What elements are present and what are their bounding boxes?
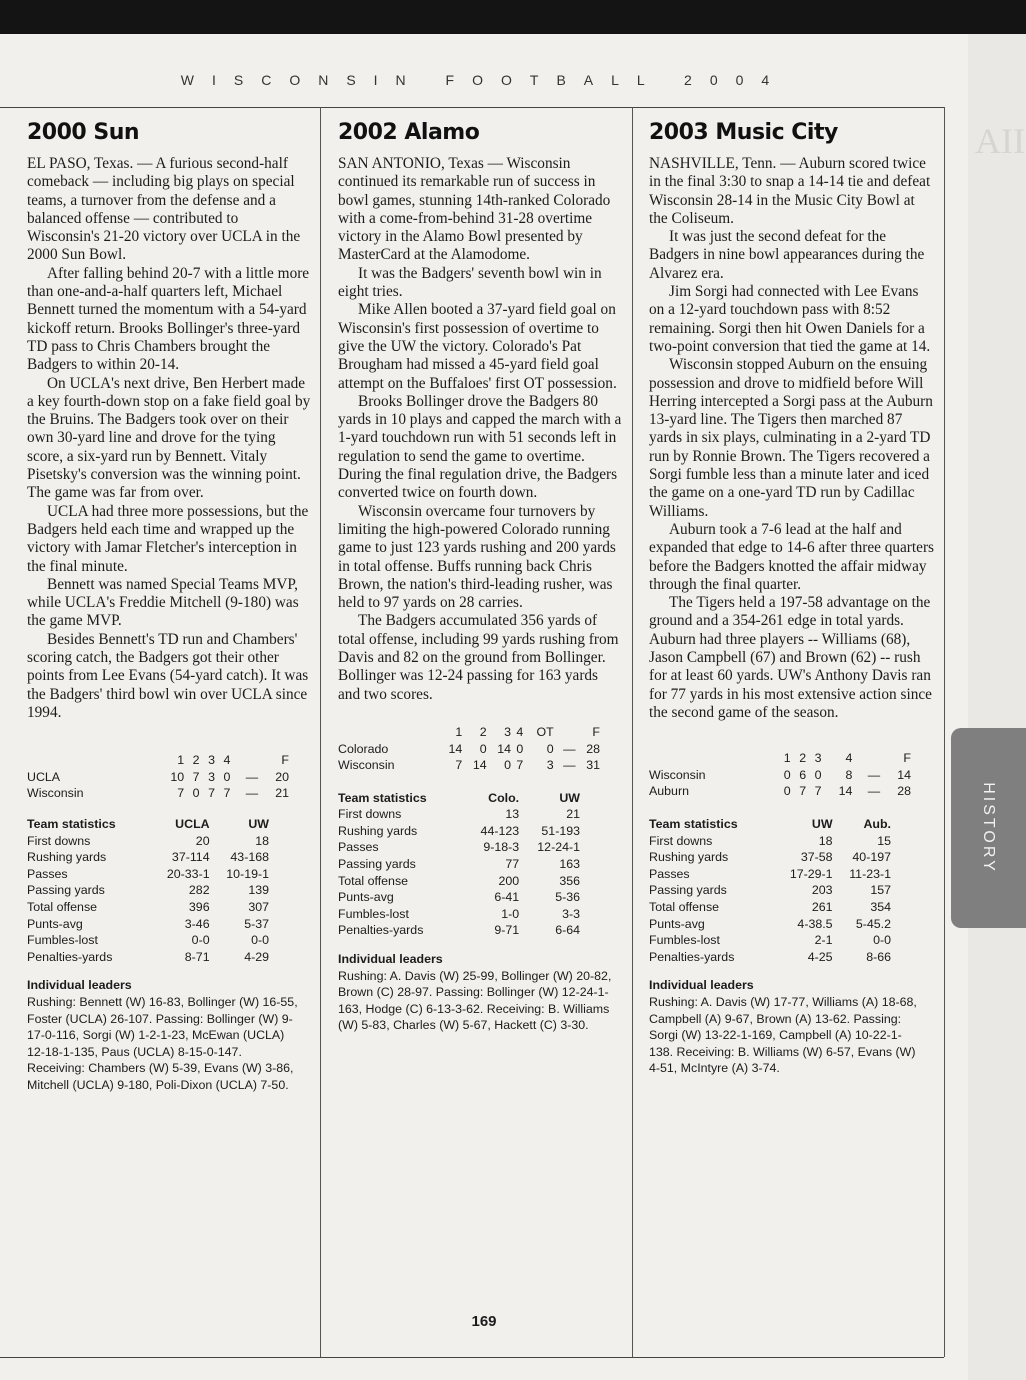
score-cell: —: [867, 784, 881, 799]
paragraph: Besides Bennett's TD run and Chambers' scoring catch, the Badgers got their other points from Lee Evans (54-yard catch). It was the Badgers' third bowl win over UCLA since 1994.: [27, 630, 309, 721]
score-row: [338, 741, 600, 758]
stats-header-cell: UCLA: [175, 816, 210, 831]
stats-row: [649, 932, 891, 949]
stats-header-row: [338, 790, 580, 807]
stats-cell: 3-46: [184, 916, 210, 931]
stats-header-cell: UW: [811, 816, 833, 831]
score-cell: Wisconsin: [338, 758, 395, 773]
column-divider-1: [320, 107, 321, 1357]
article-body: [338, 155, 623, 704]
paragraph: It was just the second defeat for the Badgers in nine bowl appearances during the Alvarez era.: [649, 228, 925, 282]
stats-row: [338, 806, 580, 823]
score-cell: 0: [192, 786, 200, 801]
score-row: [649, 767, 911, 784]
score-cell: 3: [208, 769, 215, 784]
score-header-cell: 1: [455, 724, 463, 739]
score-cell: —: [245, 786, 259, 801]
stats-header-cell: Team statistics: [27, 816, 116, 831]
stats-cell: First downs: [338, 807, 402, 822]
leaders-text: Rushing: Bennett (W) 16-83, Bollinger (W) 16-55, Foster (UCLA) 26-107. Passing: Bollinger (W) 9-17-0-116, Sorgi (W) 1-2-1-23, McEwan (UCLA) 12-18-1-135, Paus (UCLA) 8-15-0-147. Receiving: Chambers (W) 5-39, Evans (W) 3-86, Mitchell (UCLA) 9-180, Poli-Dixon (UCLA) 7-50.: [27, 994, 298, 1092]
score-cell: 7: [177, 786, 185, 801]
score-cell: 8: [845, 767, 853, 782]
score-header-cell: 2: [799, 751, 807, 766]
stats-row: [27, 916, 269, 933]
score-cell: 10: [170, 769, 185, 784]
score-cell: 7: [799, 784, 807, 799]
stats-cell: 20-33-1: [166, 866, 210, 881]
paragraph: Wisconsin overcame four turnovers by limiting the high-powered Colorado running game to just 123 yards rushing and 200 yards in total offense. Buffs running back Chris Brown, the nation's third-leading rusher, was held to 97 yards on 28 carries.: [338, 502, 616, 612]
stats-cell: 44-123: [480, 823, 520, 838]
score-header-cell: 3: [208, 753, 215, 768]
stats-cell: Fumbles-lost: [338, 906, 409, 921]
stats-cell: Fumbles-lost: [27, 933, 98, 948]
header-rule: [0, 107, 944, 108]
stats-cell: 4-29: [244, 949, 269, 964]
score-cell: 14: [838, 784, 853, 799]
article-title: 2000 Sun: [27, 120, 140, 145]
stats-row: [27, 882, 269, 899]
stats-cell: Passing yards: [649, 883, 727, 898]
stats-cell: 13: [505, 807, 520, 822]
leaders-title: Individual leaders: [338, 952, 443, 967]
stats-cell: Passes: [338, 840, 379, 855]
stats-cell: 15: [877, 833, 891, 848]
score-header-cell: 2: [192, 753, 200, 768]
stats-header-row: [27, 816, 269, 833]
score-cell: —: [563, 758, 576, 773]
stats-cell: Passes: [649, 866, 690, 881]
score-cell: 0: [516, 741, 524, 756]
stats-row: [27, 849, 269, 866]
stats-cell: 37-114: [171, 850, 210, 865]
paragraph: UCLA had three more possessions, but the Badgers held each time and wrapped up the victory with Jamar Fletcher's interception in the final minute.: [27, 502, 309, 575]
stats-cell: 203: [811, 883, 833, 898]
score-header-cell: F: [281, 753, 289, 768]
stats-row: [338, 839, 580, 856]
stats-cell: 5-36: [555, 890, 580, 905]
score-header-cell: 2: [479, 724, 487, 739]
stats-row: [338, 922, 580, 939]
stats-cell: 18: [255, 833, 269, 848]
score-cell: 28: [897, 784, 911, 799]
stats-header-cell: Team statistics: [649, 816, 738, 831]
score-header-cell: 3: [504, 724, 512, 739]
score-cell: 14: [497, 741, 512, 756]
stats-cell: 282: [188, 883, 210, 898]
stats-cell: 18: [818, 833, 833, 848]
stats-cell: 17-29-1: [789, 866, 833, 881]
stats-cell: 356: [559, 873, 580, 888]
stats-cell: 5-37: [244, 916, 269, 931]
stats-cell: Total offense: [338, 873, 409, 888]
team-statistics: [338, 790, 580, 939]
stats-cell: First downs: [27, 833, 91, 848]
paragraph: NASHVILLE, Tenn. — Auburn scored twice in the final 3:30 to snap a 14-14 tie and defeat Wisconsin 28-14 in the Music City Bowl at the Coliseum.: [649, 155, 931, 227]
score-header-cell: [27, 752, 153, 769]
stats-cell: 77: [505, 857, 520, 872]
score-cell: 7: [223, 786, 231, 801]
leaders-title: Individual leaders: [649, 978, 754, 993]
box-score: [649, 750, 911, 800]
stats-cell: 6-64: [555, 923, 580, 938]
stats-cell: 9-71: [494, 923, 520, 938]
page-number: 169: [471, 1313, 497, 1330]
score-cell: UCLA: [27, 769, 61, 784]
leaders-title: Individual leaders: [27, 978, 132, 993]
section-tab-label: HISTORY: [980, 782, 997, 874]
score-cell: 0: [223, 769, 231, 784]
score-cell: 21: [275, 786, 289, 801]
stats-row: [27, 949, 269, 966]
score-header-row: [338, 724, 600, 741]
stats-row: [649, 849, 891, 866]
stats-row: [27, 899, 269, 916]
score-row: [649, 783, 911, 800]
article-2003-music-city: [649, 120, 934, 1077]
stats-cell: 8-71: [184, 949, 210, 964]
score-header-cell: 4: [516, 724, 524, 739]
stats-cell: 261: [811, 899, 833, 914]
stats-header-cell: UW: [248, 816, 269, 831]
stats-cell: 5-45.2: [855, 916, 891, 931]
stats-cell: 11-23-1: [849, 866, 891, 881]
score-cell: 7: [208, 786, 215, 801]
stats-cell: 12-24-1: [537, 840, 580, 855]
paragraph: Bennett was named Special Teams MVP, while UCLA's Freddie Mitchell (9-180) was the game MVP.: [27, 575, 299, 630]
score-cell: Wisconsin: [649, 767, 706, 782]
stats-cell: 8-66: [866, 949, 891, 964]
score-cell: 6: [799, 767, 807, 782]
right-border: [944, 107, 945, 1357]
stats-cell: Fumbles-lost: [649, 933, 720, 948]
stats-cell: 6-41: [494, 890, 520, 905]
stats-cell: 43-168: [230, 850, 269, 865]
stats-row: [649, 833, 891, 850]
score-header-cell: [338, 724, 438, 741]
stats-cell: 157: [870, 883, 891, 898]
score-row: [27, 785, 289, 802]
running-head: WISCONSIN FOOTBALL 2004: [180, 72, 788, 88]
stats-cell: Penalties-yards: [27, 949, 113, 964]
paragraph: Auburn took a 7-6 lead at the half and expanded that edge to 14-6 after three quarters before the Badgers knotted the affair midway through the final quarter.: [649, 520, 934, 593]
score-cell: 31: [586, 758, 600, 773]
score-header-cell: [852, 750, 880, 767]
score-header-cell: F: [592, 724, 600, 739]
score-header-cell: 1: [783, 751, 791, 766]
stats-cell: Passes: [27, 866, 68, 881]
score-header-row: [649, 750, 911, 767]
score-row: [338, 757, 600, 774]
stats-cell: Punts-avg: [338, 890, 394, 905]
score-cell: Wisconsin: [27, 786, 84, 801]
leaders-text: Rushing: A. Davis (W) 17-77, Williams (A) 18-68, Campbell (A) 9-67, Brown (A) 13-62. Passing: Sorgi (W) 13-22-1-169, Campbell (A) 10-22-1-138. Receiving: B. Williams (W) 6-57, Evans (W) 4-51, McIntyre (A) 3-74.: [649, 994, 917, 1076]
score-cell: 7: [192, 769, 200, 784]
stats-cell: 4-25: [807, 949, 833, 964]
stats-cell: 4-38.5: [797, 916, 833, 931]
stats-header-cell: Aub.: [863, 816, 891, 831]
column-divider-2: [632, 107, 633, 1357]
score-header-cell: [649, 750, 775, 767]
score-header-cell: OT: [536, 724, 554, 739]
stats-cell: 3-3: [562, 906, 580, 921]
score-cell: 14: [897, 767, 911, 782]
stats-row: [649, 899, 891, 916]
stats-row: [649, 866, 891, 883]
stats-cell: Rushing yards: [649, 850, 729, 865]
score-header-cell: 1: [177, 753, 185, 768]
stats-cell: 0-0: [251, 933, 269, 948]
score-header-row: [27, 752, 289, 769]
article-body: [649, 155, 934, 722]
score-cell: 0: [783, 767, 791, 782]
stats-cell: Total offense: [27, 899, 98, 914]
score-cell: —: [563, 741, 576, 756]
score-cell: Auburn: [649, 784, 689, 799]
stats-cell: 1-0: [501, 906, 520, 921]
paragraph: The Badgers accumulated 356 yards of total offense, including 99 yards rushing from Davis and 82 on the ground from Bollinger. Bollinger was 12-24 passing for 163 yards and two scores.: [338, 612, 619, 703]
stats-header-cell: Colo.: [488, 790, 520, 805]
paragraph: It was the Badgers' seventh bowl win in eight tries.: [338, 264, 602, 301]
score-cell: 0: [479, 741, 487, 756]
stats-header-row: [649, 816, 891, 833]
score-cell: 14: [448, 741, 463, 756]
score-cell: 0: [546, 741, 554, 756]
stats-cell: 163: [559, 857, 580, 872]
stats-cell: 9-18-3: [483, 840, 520, 855]
article-2000-sun: [27, 120, 312, 1093]
stats-header-cell: Team statistics: [338, 790, 427, 805]
article-title: 2003 Music City: [649, 120, 838, 145]
stats-cell: 139: [248, 883, 269, 898]
team-statistics: [27, 816, 269, 965]
stats-cell: 307: [248, 899, 269, 914]
stats-cell: Passing yards: [27, 883, 105, 898]
stats-cell: 40-197: [852, 850, 891, 865]
score-cell: 0: [814, 767, 822, 782]
paragraph: After falling behind 20-7 with a little more than one-and-a-half quarters left, Michael Bennett turned the momentum with a 54-yard kickoff return. Brooks Bollinger's three-yard TD pass to Chris Chambers brought the Badgers to within 20-14.: [27, 264, 310, 374]
stats-cell: Passing yards: [338, 857, 416, 872]
leaders-text: Rushing: A. Davis (W) 25-99, Bollinger (W) 20-82, Brown (C) 28-97. Passing: Bollinger (W) 12-24-1-163, Hodge (C) 6-13-3-62. Receiving: B. Williams (W) 5-83, Charles (W) 5-67, Hackett (C) 3-30.: [338, 968, 612, 1033]
stats-cell: 396: [188, 899, 210, 914]
score-cell: 0: [504, 758, 512, 773]
stats-cell: Penalties-yards: [338, 923, 424, 938]
score-cell: 3: [546, 758, 554, 773]
paragraph: Jim Sorgi had connected with Lee Evans on a 12-yard touchdown pass with 8:52 remaining. Sorgi then hit Owen Daniels for a two-point conversion that tied the game at 14.: [649, 283, 931, 355]
adjacent-page-edge: [968, 34, 1026, 1380]
paragraph: EL PASO, Texas. — A furious second-half comeback — including big plays on special teams, a turnover from the defense and a balanced offense — contributed to Wisconsin's 21-20 victory over UCLA in the 2000 Sun Bowl.: [27, 155, 301, 264]
box-score: [27, 752, 289, 802]
score-cell: 28: [586, 741, 600, 756]
stats-row: [27, 866, 269, 883]
score-cell: 7: [814, 784, 822, 799]
stats-cell: 0-0: [873, 933, 891, 948]
paragraph: The Tigers held a 197-58 advantage on the ground and a 354-261 edge in total yards. Auburn had three players -- Williams (68), Jason Campbell (67) and Brown (62) -- rush for at least 60 yards. UW's Anthony Davis ran for 77 yards in his most extensive action since the second game of the season.: [649, 594, 932, 721]
stats-cell: 21: [566, 807, 580, 822]
stats-cell: 354: [870, 899, 891, 914]
article-body: [27, 155, 312, 722]
score-cell: 20: [275, 769, 289, 784]
stats-cell: 0-0: [191, 933, 210, 948]
footer-rule: [0, 1357, 944, 1358]
stats-cell: 37-58: [800, 850, 833, 865]
stats-cell: Rushing yards: [338, 823, 418, 838]
stats-row: [649, 882, 891, 899]
stats-cell: Rushing yards: [27, 850, 107, 865]
stats-cell: Punts-avg: [649, 916, 705, 931]
stats-row: [338, 873, 580, 890]
paragraph: Brooks Bollinger drove the Badgers 80 yards in 10 plays and capped the march with a 1-yard touchdown run with 51 seconds left in regulation to send the game to overtime. During the final regulation drive, the Badgers converted twice on fourth down.: [338, 392, 622, 502]
score-header-cell: 3: [814, 751, 822, 766]
stats-cell: 20: [195, 833, 210, 848]
stats-row: [649, 949, 891, 966]
article-2002-alamo: [338, 120, 623, 1034]
stats-cell: 51-193: [541, 823, 580, 838]
stats-cell: Total offense: [649, 899, 720, 914]
score-header-cell: F: [903, 751, 911, 766]
stats-row: [338, 823, 580, 840]
paragraph: Wisconsin stopped Auburn on the ensuing possession and drove to midfield before Will Herring intercepted a Sorgi pass at the Auburn 13-yard line. The Tigers then marched 87 yards in six plays, culminating in a 2-yard TD run by Ronnie Brown. The Tigers recovered a Sorgi fumble less than a minute later and iced the game on a one-yard TD run by Cadillac Williams.: [649, 356, 933, 520]
stats-row: [338, 856, 580, 873]
stats-row: [27, 932, 269, 949]
score-header-cell: [230, 752, 258, 769]
stats-row: [649, 916, 891, 933]
stats-row: [338, 889, 580, 906]
score-cell: Colorado: [338, 741, 389, 756]
stats-row: [338, 906, 580, 923]
stats-cell: 2-1: [814, 933, 833, 948]
score-cell: —: [867, 767, 881, 782]
stats-cell: Punts-avg: [27, 916, 83, 931]
score-header-cell: 4: [223, 753, 231, 768]
stats-cell: Penalties-yards: [649, 949, 735, 964]
paragraph: On UCLA's next drive, Ben Herbert made a key fourth-down stop on a fake field goal by the Bruins. The Badgers took over on their own 30-yard line and drove for the tying score, a six-yard run by Bennett. Vitaly Pisetsky's conversion was the winning point. The game was far from over.: [27, 374, 311, 502]
score-cell: —: [245, 769, 259, 784]
adjacent-page-bleed: AII: [975, 121, 1025, 161]
score-cell: 7: [455, 758, 463, 773]
team-statistics: [649, 816, 891, 965]
stats-cell: 10-19-1: [226, 866, 269, 881]
stats-header-cell: UW: [559, 790, 580, 805]
paragraph: Mike Allen booted a 37-yard field goal on Wisconsin's first possession of overtime to give the UW the victory. Colorado's Pat Brougham had missed a 45-yard field goal attempt on the Buffaloes' first OT possession.: [338, 301, 617, 392]
article-title: 2002 Alamo: [338, 120, 480, 145]
score-cell: 14: [472, 758, 487, 773]
score-cell: 7: [516, 758, 524, 773]
paragraph: SAN ANTONIO, Texas — Wisconsin continued its remarkable run of success in bowl games, stunning 14th-ranked Colorado with a come-from-behind 31-28 overtime victory in the Alamo Bowl presented by MasterCard at the Alamodome.: [338, 155, 611, 264]
score-header-cell: [554, 724, 576, 741]
box-score: [338, 724, 600, 774]
stats-cell: First downs: [649, 833, 713, 848]
score-header-cell: 4: [845, 751, 853, 766]
score-cell: 0: [783, 784, 791, 799]
stats-row: [27, 833, 269, 850]
score-row: [27, 769, 289, 786]
stats-cell: 200: [498, 873, 520, 888]
